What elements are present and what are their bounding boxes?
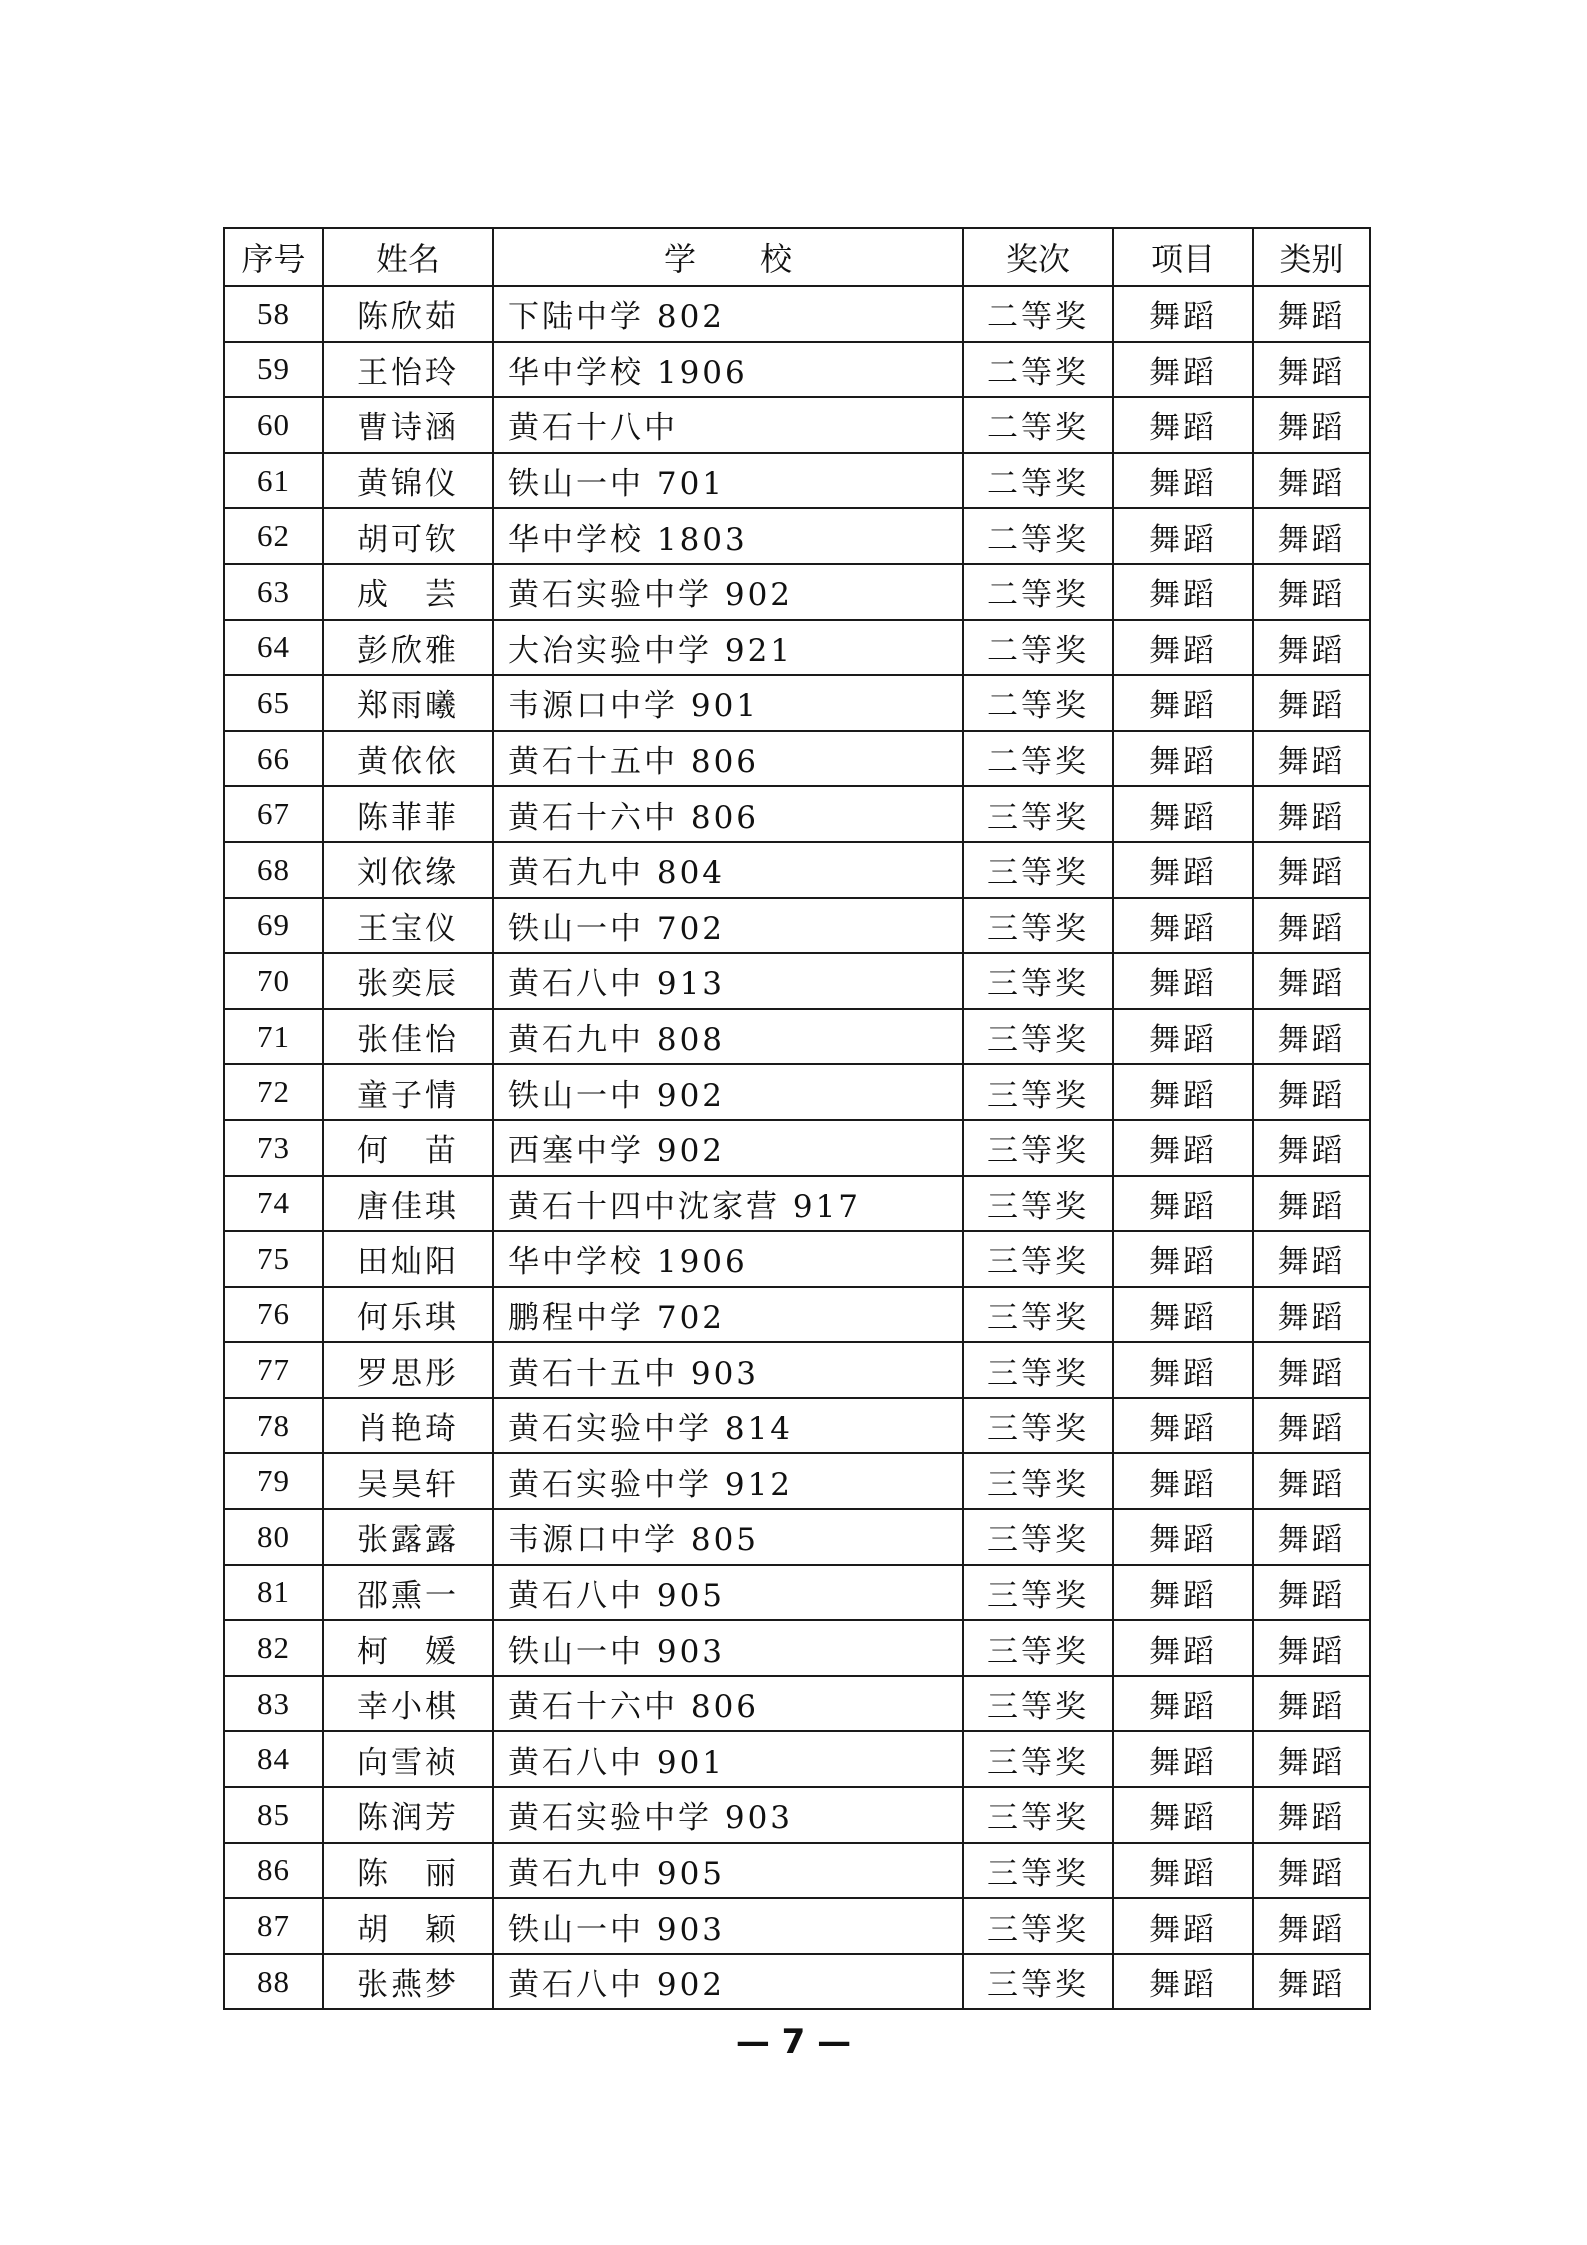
- cell-category: 舞蹈: [1253, 397, 1370, 453]
- cell-category: 舞蹈: [1253, 1453, 1370, 1509]
- cell-school: 铁山一中 902: [493, 1064, 963, 1120]
- cell-award: 三等奖: [963, 1453, 1113, 1509]
- cell-name: 陈 丽: [323, 1843, 493, 1899]
- table-row: [224, 786, 1370, 842]
- cell-award: 三等奖: [963, 898, 1113, 954]
- table-row: [224, 620, 1370, 676]
- cell-category: 舞蹈: [1253, 1620, 1370, 1676]
- cell-category: 舞蹈: [1253, 1509, 1370, 1565]
- cell-school: 大冶实验中学 921: [493, 620, 963, 676]
- cell-school: 铁山一中 903: [493, 1620, 963, 1676]
- cell-award: 二等奖: [963, 508, 1113, 564]
- cell-category: 舞蹈: [1253, 786, 1370, 842]
- cell-school: 华中学校 1803: [493, 508, 963, 564]
- cell-award: 三等奖: [963, 1787, 1113, 1843]
- table-row: [224, 1398, 1370, 1454]
- cell-category: 舞蹈: [1253, 1342, 1370, 1398]
- table-row: [224, 1676, 1370, 1732]
- cell-item: 舞蹈: [1113, 1064, 1253, 1120]
- cell-num: 74: [224, 1176, 323, 1232]
- cell-school: 下陆中学 802: [493, 286, 963, 342]
- cell-num: 78: [224, 1398, 323, 1454]
- cell-school: 华中学校 1906: [493, 1231, 963, 1287]
- cell-name: 彭欣雅: [323, 620, 493, 676]
- cell-name: 张露露: [323, 1509, 493, 1565]
- cell-award: 二等奖: [963, 342, 1113, 398]
- table-row: [224, 1009, 1370, 1065]
- cell-num: 64: [224, 620, 323, 676]
- cell-name: 何乐琪: [323, 1287, 493, 1343]
- cell-school: 黄石十五中 806: [493, 731, 963, 787]
- table-row: [224, 1231, 1370, 1287]
- cell-name: 幸小棋: [323, 1676, 493, 1732]
- cell-name: 肖艳琦: [323, 1398, 493, 1454]
- table-row: [224, 898, 1370, 954]
- cell-award: 二等奖: [963, 731, 1113, 787]
- cell-item: 舞蹈: [1113, 1342, 1253, 1398]
- cell-school: 铁山一中 701: [493, 453, 963, 509]
- cell-item: 舞蹈: [1113, 1787, 1253, 1843]
- cell-school: 黄石八中 905: [493, 1565, 963, 1621]
- cell-school: 黄石九中 905: [493, 1843, 963, 1899]
- cell-school: 黄石八中 902: [493, 1954, 963, 2010]
- cell-award: 三等奖: [963, 1287, 1113, 1343]
- cell-num: 76: [224, 1287, 323, 1343]
- cell-num: 79: [224, 1453, 323, 1509]
- cell-category: 舞蹈: [1253, 286, 1370, 342]
- table-row: [224, 397, 1370, 453]
- cell-num: 66: [224, 731, 323, 787]
- table-row: [224, 731, 1370, 787]
- cell-name: 唐佳琪: [323, 1176, 493, 1232]
- table-row: [224, 1176, 1370, 1232]
- cell-name: 王怡玲: [323, 342, 493, 398]
- cell-item: 舞蹈: [1113, 286, 1253, 342]
- cell-num: 63: [224, 564, 323, 620]
- cell-item: 舞蹈: [1113, 1954, 1253, 2010]
- cell-award: 三等奖: [963, 1009, 1113, 1065]
- cell-num: 61: [224, 453, 323, 509]
- cell-category: 舞蹈: [1253, 620, 1370, 676]
- cell-award: 三等奖: [963, 1064, 1113, 1120]
- cell-school: 黄石实验中学 903: [493, 1787, 963, 1843]
- cell-num: 58: [224, 286, 323, 342]
- cell-num: 82: [224, 1620, 323, 1676]
- cell-category: 舞蹈: [1253, 1009, 1370, 1065]
- cell-num: 85: [224, 1787, 323, 1843]
- header-num: 序号: [224, 228, 323, 286]
- cell-category: 舞蹈: [1253, 731, 1370, 787]
- cell-category: 舞蹈: [1253, 1898, 1370, 1954]
- cell-award: 三等奖: [963, 1898, 1113, 1954]
- table-row: [224, 842, 1370, 898]
- cell-num: 68: [224, 842, 323, 898]
- cell-category: 舞蹈: [1253, 1565, 1370, 1621]
- cell-num: 67: [224, 786, 323, 842]
- cell-category: 舞蹈: [1253, 1954, 1370, 2010]
- cell-name: 张佳怡: [323, 1009, 493, 1065]
- cell-category: 舞蹈: [1253, 1398, 1370, 1454]
- cell-name: 王宝仪: [323, 898, 493, 954]
- cell-school: 黄石实验中学 814: [493, 1398, 963, 1454]
- table-row: [224, 1843, 1370, 1899]
- cell-award: 三等奖: [963, 1954, 1113, 2010]
- cell-category: 舞蹈: [1253, 1787, 1370, 1843]
- cell-item: 舞蹈: [1113, 898, 1253, 954]
- cell-category: 舞蹈: [1253, 342, 1370, 398]
- cell-school: 黄石十六中 806: [493, 1676, 963, 1732]
- cell-num: 62: [224, 508, 323, 564]
- cell-award: 二等奖: [963, 620, 1113, 676]
- table-row: [224, 508, 1370, 564]
- cell-item: 舞蹈: [1113, 1898, 1253, 1954]
- cell-num: 73: [224, 1120, 323, 1176]
- cell-item: 舞蹈: [1113, 953, 1253, 1009]
- cell-name: 陈润芳: [323, 1787, 493, 1843]
- cell-item: 舞蹈: [1113, 397, 1253, 453]
- cell-school: 黄石十八中: [493, 397, 963, 453]
- cell-award: 三等奖: [963, 953, 1113, 1009]
- table-row: [224, 1731, 1370, 1787]
- cell-name: 何 苗: [323, 1120, 493, 1176]
- cell-item: 舞蹈: [1113, 564, 1253, 620]
- table-header-row: [224, 228, 1370, 286]
- cell-school: 韦源口中学 805: [493, 1509, 963, 1565]
- cell-name: 邵熏一: [323, 1565, 493, 1621]
- cell-num: 83: [224, 1676, 323, 1732]
- table-row: [224, 1064, 1370, 1120]
- cell-num: 84: [224, 1731, 323, 1787]
- cell-school: 黄石十六中 806: [493, 786, 963, 842]
- cell-category: 舞蹈: [1253, 1843, 1370, 1899]
- cell-award: 二等奖: [963, 453, 1113, 509]
- cell-item: 舞蹈: [1113, 1731, 1253, 1787]
- cell-num: 65: [224, 675, 323, 731]
- table-body: [224, 286, 1370, 2009]
- header-award: 奖次: [963, 228, 1113, 286]
- cell-award: 三等奖: [963, 1398, 1113, 1454]
- cell-school: 黄石九中 804: [493, 842, 963, 898]
- cell-category: 舞蹈: [1253, 508, 1370, 564]
- table-row: [224, 1898, 1370, 1954]
- cell-name: 陈欣茹: [323, 286, 493, 342]
- cell-school: 铁山一中 903: [493, 1898, 963, 1954]
- cell-num: 81: [224, 1565, 323, 1621]
- cell-item: 舞蹈: [1113, 1176, 1253, 1232]
- cell-category: 舞蹈: [1253, 1120, 1370, 1176]
- cell-award: 三等奖: [963, 1565, 1113, 1621]
- award-table: [223, 227, 1371, 2010]
- cell-name: 吴昊轩: [323, 1453, 493, 1509]
- header-item: 项目: [1113, 228, 1253, 286]
- table-row: [224, 564, 1370, 620]
- cell-category: 舞蹈: [1253, 453, 1370, 509]
- cell-item: 舞蹈: [1113, 842, 1253, 898]
- cell-school: 黄石八中 913: [493, 953, 963, 1009]
- header-category: 类别: [1253, 228, 1370, 286]
- cell-award: 三等奖: [963, 1120, 1113, 1176]
- cell-name: 张燕梦: [323, 1954, 493, 2010]
- cell-name: 陈菲菲: [323, 786, 493, 842]
- table-row: [224, 286, 1370, 342]
- cell-school: 黄石八中 901: [493, 1731, 963, 1787]
- cell-school: 黄石实验中学 902: [493, 564, 963, 620]
- cell-item: 舞蹈: [1113, 1398, 1253, 1454]
- cell-name: 黄依依: [323, 731, 493, 787]
- cell-school: 黄石十四中沈家营 917: [493, 1176, 963, 1232]
- cell-item: 舞蹈: [1113, 1009, 1253, 1065]
- cell-school: 铁山一中 702: [493, 898, 963, 954]
- table-row: [224, 453, 1370, 509]
- cell-award: 二等奖: [963, 564, 1113, 620]
- cell-item: 舞蹈: [1113, 786, 1253, 842]
- cell-name: 罗思彤: [323, 1342, 493, 1398]
- cell-name: 向雪祯: [323, 1731, 493, 1787]
- cell-num: 70: [224, 953, 323, 1009]
- cell-item: 舞蹈: [1113, 1231, 1253, 1287]
- cell-num: 77: [224, 1342, 323, 1398]
- cell-school: 韦源口中学 901: [493, 675, 963, 731]
- cell-category: 舞蹈: [1253, 564, 1370, 620]
- cell-name: 童子情: [323, 1064, 493, 1120]
- cell-num: 80: [224, 1509, 323, 1565]
- cell-item: 舞蹈: [1113, 675, 1253, 731]
- cell-num: 86: [224, 1843, 323, 1899]
- table-row: [224, 1509, 1370, 1565]
- table-row: [224, 1120, 1370, 1176]
- cell-num: 69: [224, 898, 323, 954]
- table-row: [224, 1342, 1370, 1398]
- cell-name: 田灿阳: [323, 1231, 493, 1287]
- cell-school: 西塞中学 902: [493, 1120, 963, 1176]
- cell-category: 舞蹈: [1253, 1064, 1370, 1120]
- cell-category: 舞蹈: [1253, 1287, 1370, 1343]
- cell-school: 黄石实验中学 912: [493, 1453, 963, 1509]
- cell-num: 71: [224, 1009, 323, 1065]
- cell-award: 三等奖: [963, 1676, 1113, 1732]
- cell-award: 二等奖: [963, 397, 1113, 453]
- cell-category: 舞蹈: [1253, 842, 1370, 898]
- table-row: [224, 342, 1370, 398]
- cell-name: 刘依缘: [323, 842, 493, 898]
- cell-category: 舞蹈: [1253, 1231, 1370, 1287]
- table-row: [224, 1453, 1370, 1509]
- cell-item: 舞蹈: [1113, 1120, 1253, 1176]
- cell-award: 三等奖: [963, 786, 1113, 842]
- page-number: — 7 —: [735, 2022, 852, 2062]
- cell-name: 柯 媛: [323, 1620, 493, 1676]
- cell-category: 舞蹈: [1253, 1731, 1370, 1787]
- cell-num: 60: [224, 397, 323, 453]
- cell-name: 郑雨曦: [323, 675, 493, 731]
- cell-item: 舞蹈: [1113, 453, 1253, 509]
- cell-num: 87: [224, 1898, 323, 1954]
- cell-category: 舞蹈: [1253, 675, 1370, 731]
- cell-school: 鹏程中学 702: [493, 1287, 963, 1343]
- cell-award: 三等奖: [963, 1731, 1113, 1787]
- table-row: [224, 953, 1370, 1009]
- cell-award: 三等奖: [963, 1620, 1113, 1676]
- cell-num: 75: [224, 1231, 323, 1287]
- cell-category: 舞蹈: [1253, 898, 1370, 954]
- cell-item: 舞蹈: [1113, 1509, 1253, 1565]
- cell-award: 三等奖: [963, 1176, 1113, 1232]
- cell-award: 二等奖: [963, 286, 1113, 342]
- cell-num: 59: [224, 342, 323, 398]
- cell-name: 胡可钦: [323, 508, 493, 564]
- cell-award: 三等奖: [963, 1843, 1113, 1899]
- cell-item: 舞蹈: [1113, 1620, 1253, 1676]
- cell-school: 黄石十五中 903: [493, 1342, 963, 1398]
- cell-item: 舞蹈: [1113, 1453, 1253, 1509]
- cell-name: 张奕辰: [323, 953, 493, 1009]
- cell-num: 72: [224, 1064, 323, 1120]
- cell-name: 成 芸: [323, 564, 493, 620]
- cell-item: 舞蹈: [1113, 1843, 1253, 1899]
- header-name: 姓名: [323, 228, 493, 286]
- cell-item: 舞蹈: [1113, 508, 1253, 564]
- cell-name: 曹诗涵: [323, 397, 493, 453]
- cell-award: 三等奖: [963, 1509, 1113, 1565]
- cell-category: 舞蹈: [1253, 953, 1370, 1009]
- cell-item: 舞蹈: [1113, 731, 1253, 787]
- cell-item: 舞蹈: [1113, 620, 1253, 676]
- header-school: 学 校: [493, 228, 963, 286]
- cell-num: 88: [224, 1954, 323, 2010]
- cell-item: 舞蹈: [1113, 342, 1253, 398]
- table-row: [224, 1620, 1370, 1676]
- table-row: [224, 675, 1370, 731]
- cell-award: 三等奖: [963, 1231, 1113, 1287]
- cell-item: 舞蹈: [1113, 1676, 1253, 1732]
- cell-item: 舞蹈: [1113, 1287, 1253, 1343]
- table-row: [224, 1287, 1370, 1343]
- cell-category: 舞蹈: [1253, 1676, 1370, 1732]
- cell-category: 舞蹈: [1253, 1176, 1370, 1232]
- cell-name: 黄锦仪: [323, 453, 493, 509]
- cell-school: 黄石九中 808: [493, 1009, 963, 1065]
- table-row: [224, 1954, 1370, 2010]
- cell-name: 胡 颖: [323, 1898, 493, 1954]
- cell-award: 三等奖: [963, 1342, 1113, 1398]
- table-row: [224, 1787, 1370, 1843]
- cell-award: 三等奖: [963, 842, 1113, 898]
- cell-award: 二等奖: [963, 675, 1113, 731]
- cell-school: 华中学校 1906: [493, 342, 963, 398]
- cell-item: 舞蹈: [1113, 1565, 1253, 1621]
- table-row: [224, 1565, 1370, 1621]
